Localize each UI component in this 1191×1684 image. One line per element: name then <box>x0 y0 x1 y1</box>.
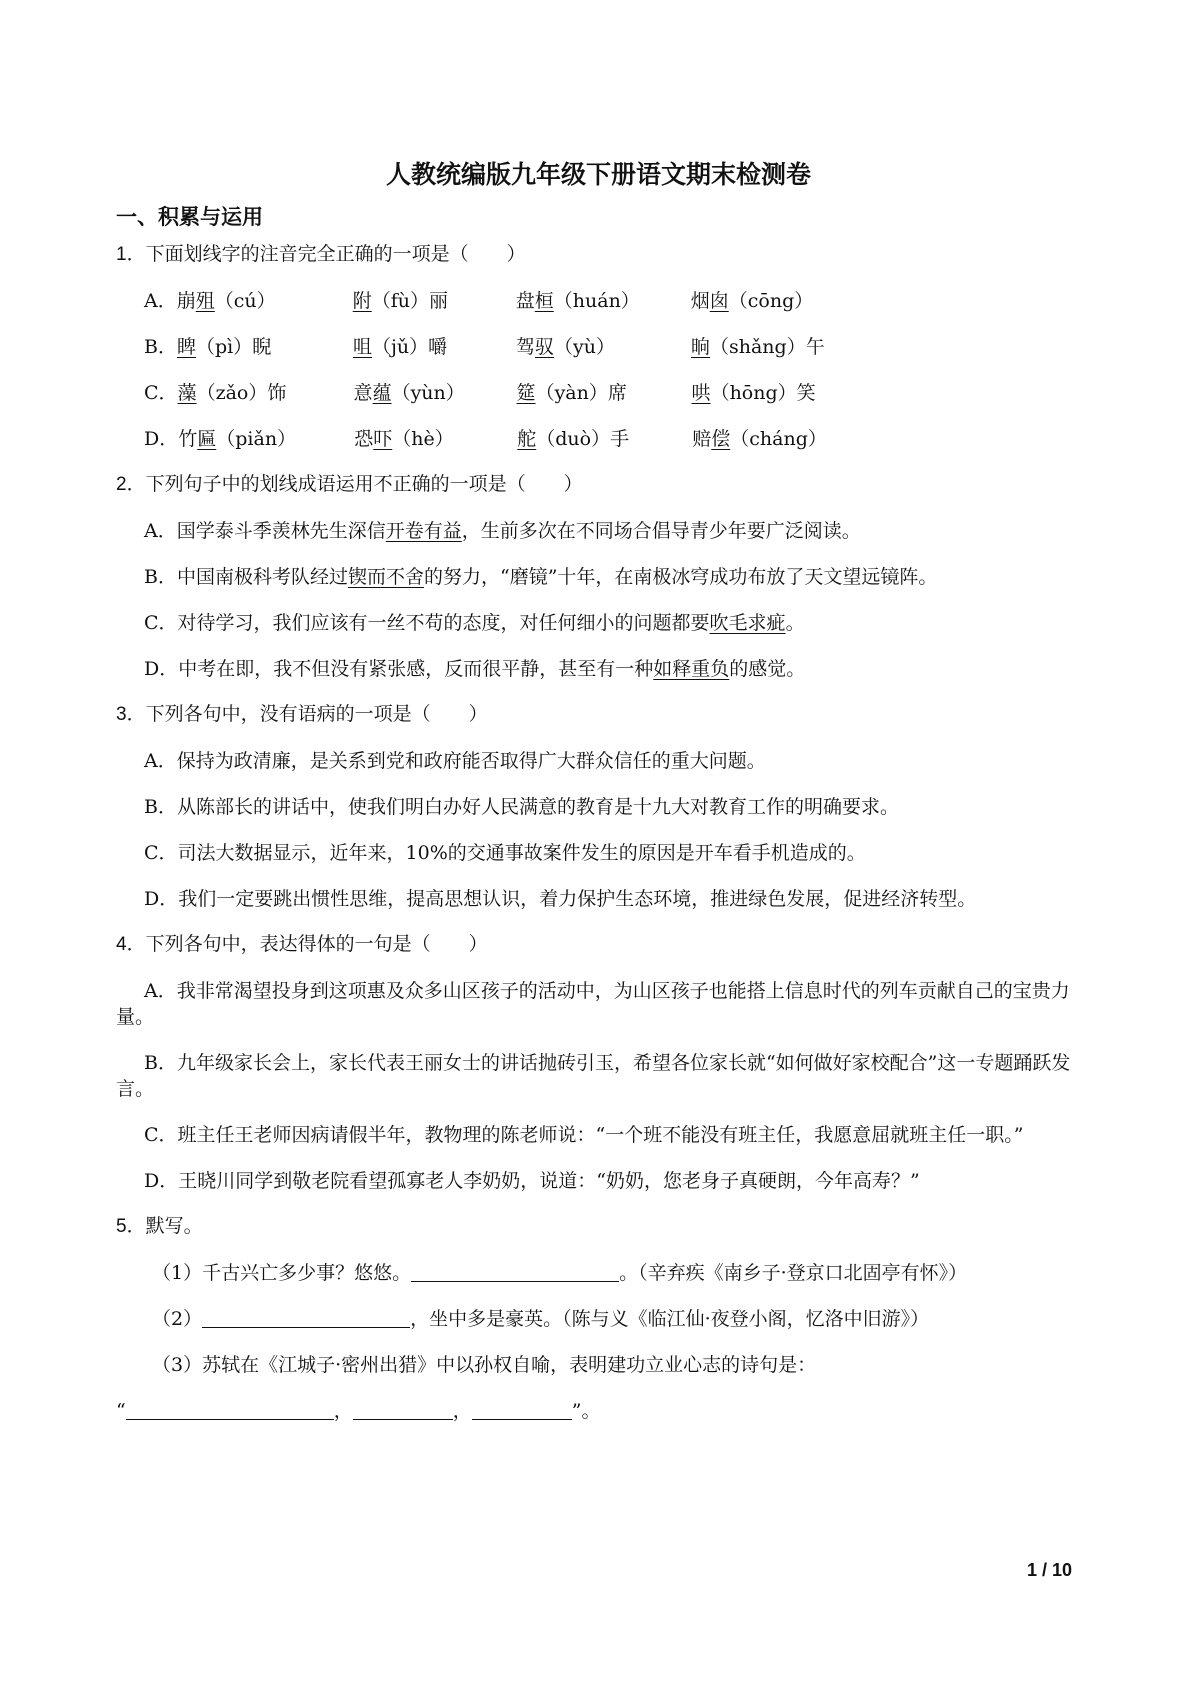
question-2-option <box>116 656 1081 682</box>
item-text: （hè） <box>392 428 454 450</box>
underlined-character: 哄 <box>691 382 711 404</box>
pinyin-item <box>692 426 827 452</box>
item-text: 驾 <box>515 336 535 358</box>
option-text: D．中考在即，我不但没有紧张感，反而很平静，甚至有一种 <box>144 658 654 680</box>
item-text: （yàn）席 <box>535 382 627 404</box>
question-5-stem: 5．默写。 <box>116 1216 203 1237</box>
pinyin-item <box>516 334 691 360</box>
option-label: A． <box>144 290 177 312</box>
question-1-option-row <box>116 426 1081 452</box>
question-2-option <box>116 518 1081 544</box>
option-label: D． <box>144 428 179 450</box>
question-5-sub-1 <box>116 1260 1081 1286</box>
pinyin-item <box>177 288 353 314</box>
question-1-options <box>116 288 1081 452</box>
pinyin-item <box>353 334 516 360</box>
comma: ， <box>452 1400 472 1422</box>
underlined-character: 偿 <box>711 428 731 450</box>
underlined-character: 舵 <box>517 428 537 450</box>
question-2-options <box>116 518 1081 682</box>
underlined-character: 匾 <box>197 428 217 450</box>
option-label: C． <box>144 382 178 404</box>
option-label: B． <box>144 336 177 358</box>
question-4-stem: 4．下列各句中，表达得体的一句是（ ） <box>116 934 488 955</box>
question-4-option-d: D．王晓川同学到敬老院看望孤寡老人李奶奶，说道：“奶奶，您老身子真硬朗，今年高寿？” <box>144 1170 920 1192</box>
question-1-option-row <box>116 380 1081 406</box>
underlined-character: 囱 <box>709 290 729 312</box>
question-3-option-b: B．从陈部长的讲话中，使我们明白办好人民满意的教育是十九大对教育工作的明确要求。 <box>144 796 899 818</box>
underlined-character: 附 <box>352 290 372 312</box>
question-3-option-d: D．我们一定要跳出惯性思维，提高思想认识，着力保护生态环境，推进绿色发展，促进经济转型。 <box>144 888 977 910</box>
pinyin-item <box>353 288 516 314</box>
pinyin-item <box>691 334 825 360</box>
underlined-character: 桓 <box>534 290 554 312</box>
underlined-character: 驭 <box>534 336 554 358</box>
item-text: （shǎng）午 <box>709 336 825 358</box>
item-text: （cháng） <box>730 428 827 450</box>
close-quote: ”。 <box>571 1400 601 1422</box>
underlined-character: 筵 <box>516 382 536 404</box>
item-text: （huán） <box>553 290 640 312</box>
comma: ， <box>333 1400 353 1422</box>
item-text: 盘 <box>515 290 535 312</box>
item-text: （yùn） <box>391 382 465 404</box>
pinyin-item <box>178 426 354 452</box>
question-1-option-row <box>116 334 1081 360</box>
pinyin-item <box>354 380 517 406</box>
underlined-idiom: 锲而不舍 <box>347 566 424 588</box>
question-2-option <box>116 564 1081 590</box>
item-text: 赔 <box>692 428 712 450</box>
option-text: B．中国南极科考队经过 <box>144 566 348 588</box>
option-text: C．对待学习，我们应该有一丝不苟的态度，对任何细小的问题都要 <box>144 612 710 634</box>
sub-1-suffix: 。（辛弃疾《南乡子·登京口北固亭有怀》） <box>619 1262 968 1284</box>
item-text: （yù） <box>554 336 615 358</box>
item-text: （hōng）笑 <box>710 382 816 404</box>
item-text: （zǎo）饰 <box>196 382 287 404</box>
answer-blank[interactable] <box>126 1399 334 1420</box>
item-text: （jǔ）嚼 <box>371 336 448 358</box>
answer-blank[interactable] <box>411 1261 619 1282</box>
question-4-option-a: A．我非常渴望投身到这项惠及众多山区孩子的活动中，为山区孩子也能搭上信息时代的列车贡献自己的宝贵力量。 <box>116 980 1070 1028</box>
item-text: 恐 <box>354 428 374 450</box>
sub-2-prefix: （2） <box>152 1308 203 1330</box>
question-3-option-a: A．保持为政清廉，是关系到党和政府能否取得广大群众信任的重大问题。 <box>144 750 766 772</box>
option-text: ，生前多次在不同场合倡导青少年要广泛阅读。 <box>461 520 861 542</box>
item-text: 意 <box>353 382 373 404</box>
answer-blank[interactable] <box>202 1307 410 1328</box>
item-text: （duò）手 <box>536 428 630 450</box>
item-text: （cōng） <box>728 290 814 312</box>
option-text: 。 <box>785 612 805 634</box>
pinyin-item <box>517 380 692 406</box>
pinyin-item <box>517 426 692 452</box>
question-3-option-c: C．司法大数据显示，近年来，10%的交通事故案件发生的原因是开车看手机造成的。 <box>144 842 866 864</box>
item-text: （fù）丽 <box>371 290 449 312</box>
question-5-sub-3: （3）苏轼在《江城子·密州出猎》中以孙权自喻，表明建功立业心志的诗句是： <box>152 1354 817 1376</box>
underlined-character: 藻 <box>177 382 197 404</box>
question-4-option-c: C．班主任王老师因病请假半年，教物理的陈老师说：“一个班不能没有班主任，我愿意屈就班主任一职。” <box>144 1124 1024 1146</box>
question-2-stem: 2．下列句子中的划线成语运用不正确的一项是（ ） <box>116 474 583 495</box>
item-text: 竹 <box>178 428 198 450</box>
underlined-character: 咀 <box>352 336 372 358</box>
underlined-idiom: 如释重负 <box>653 658 730 680</box>
open-quote: “ <box>116 1400 126 1422</box>
question-1-stem: 1．下面划线字的注音完全正确的一项是（ ） <box>116 244 526 265</box>
item-text: （cú） <box>214 290 276 312</box>
document-title: 人教统编版九年级下册语文期末检测卷 <box>385 160 811 189</box>
underlined-idiom: 吹毛求疵 <box>709 612 786 634</box>
pinyin-item <box>516 288 691 314</box>
item-text: （pì）睨 <box>195 336 272 358</box>
question-3-stem: 3．下列各句中，没有语病的一项是（ ） <box>116 704 488 725</box>
option-text: 的努力，“磨镜”十年，在南极冰穹成功布放了天文望远镜阵。 <box>423 566 938 588</box>
question-4-option-b: B．九年级家长会上，家长代表王丽女士的讲话抛砖引玉，希望各位家长就“如何做好家校配合”这一专题踊跃发言。 <box>116 1052 1071 1100</box>
pinyin-item <box>178 380 354 406</box>
underlined-character: 睥 <box>176 336 196 358</box>
question-5-sub-3-blanks <box>116 1398 1081 1424</box>
option-text: 的感觉。 <box>729 658 806 680</box>
page-number: 1 / 10 <box>1026 1560 1072 1580</box>
pinyin-item <box>177 334 353 360</box>
sub-2-suffix: ，坐中多是豪英。（陈与义《临江仙·夜登小阁，忆洛中旧游》） <box>410 1308 930 1330</box>
underlined-idiom: 开卷有益 <box>385 520 462 542</box>
question-2-option <box>116 610 1081 636</box>
option-text: A．国学泰斗季羡林先生深信 <box>144 520 386 542</box>
answer-blank[interactable] <box>472 1399 572 1420</box>
question-1-option-row <box>116 288 1081 314</box>
item-text: （piǎn） <box>216 428 297 450</box>
item-text: 崩 <box>176 290 196 312</box>
pinyin-item <box>692 380 816 406</box>
section-heading: 一、积累与运用 <box>116 205 263 229</box>
underlined-character: 晌 <box>690 336 710 358</box>
question-5-sub-2 <box>116 1306 1081 1332</box>
pinyin-item <box>691 288 814 314</box>
item-text: 烟 <box>690 290 710 312</box>
answer-blank[interactable] <box>353 1399 453 1420</box>
sub-1-prefix: （1）千古兴亡多少事？悠悠。 <box>152 1262 412 1284</box>
underlined-character: 殂 <box>195 290 215 312</box>
underlined-character: 吓 <box>373 428 393 450</box>
underlined-character: 蕴 <box>372 382 392 404</box>
pinyin-item <box>354 426 517 452</box>
